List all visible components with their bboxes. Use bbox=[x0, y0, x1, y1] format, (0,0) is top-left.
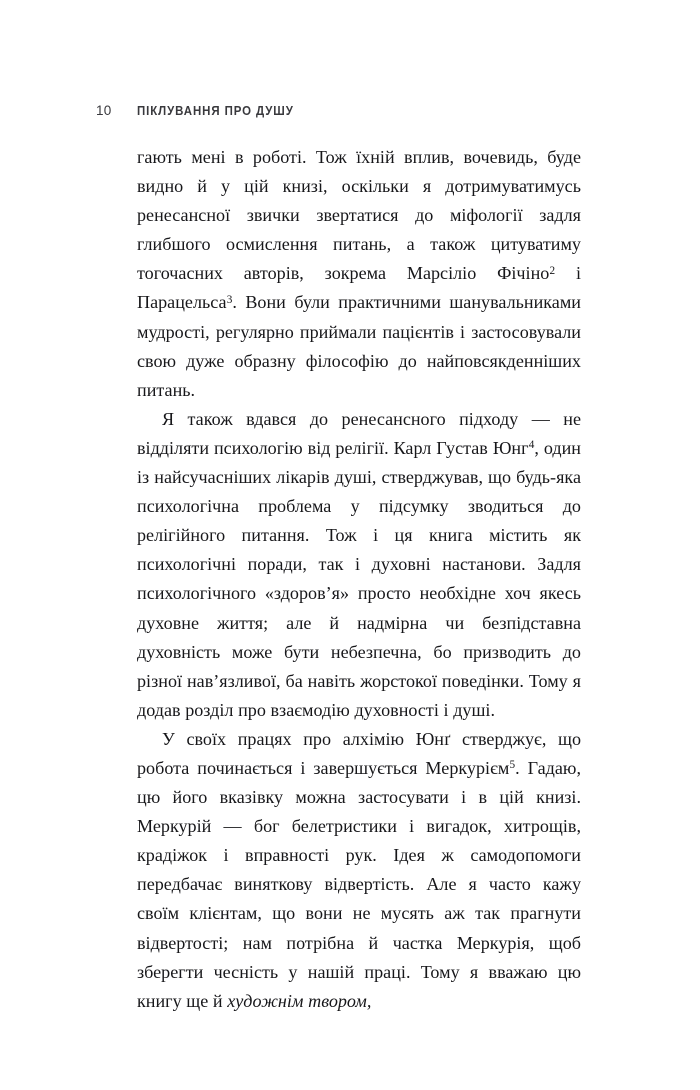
paragraph-1 bbox=[137, 143, 581, 405]
paragraph-3-segment-a: У своїх працях про алхімію Юнґ стверджує, що робота починається і завершується Меркурієм bbox=[137, 728, 581, 778]
body-text-block bbox=[137, 143, 581, 1016]
footnote-marker-3[interactable]: 3 bbox=[226, 293, 233, 306]
footnote-marker-5[interactable]: 5 bbox=[509, 759, 516, 772]
paragraph-1-segment-b: і Парацельса bbox=[137, 263, 582, 313]
paragraph-3-segment-b: . Гадаю, цю його вказівку можна застосувати і в цій книзі. Меркурій — бог белетристики і вигадок, хитрощів, крадіжок і вправності рук. Ідея ж самодопомоги передбачає виняткову відвертість. Але я часто кажу своїм клієнтам, що вони не мусять аж так прагнути відвертості; нам потрібна й частка Меркурія, щоб зберегти чесність у нашій праці. Тому я вважаю цю книгу ще й bbox=[137, 757, 581, 1011]
page-number: 10 bbox=[96, 103, 112, 118]
running-header bbox=[96, 103, 586, 121]
footnote-marker-2[interactable]: 2 bbox=[549, 264, 556, 277]
paragraph-1-segment-a: гають мені в роботі. Тож їхній вплив, вочевидь, буде видно й у цій книзі, оскільки я дотримуватимусь ренесансної звички звертатися до міфології задля глибшого осмислення питань, а також цитуватиму тогочасних авторів, зокрема Марсіліо Фічіно bbox=[137, 147, 581, 284]
running-header-title: ПІКЛУВАННЯ ПРО ДУШУ bbox=[137, 103, 294, 118]
paragraph-1-segment-c: . Вони були практичними шанувальниками мудрості, регулярно приймали пацієнтів і застосовували свою дуже образну філософію до найповсякденніших питань. bbox=[137, 292, 581, 400]
paragraph-3-italic-phrase: художнім твором, bbox=[227, 990, 372, 1011]
paragraph-2 bbox=[137, 405, 581, 725]
paragraph-2-segment-a: Я також вдався до ренесансного підходу — не відділяти психологію від релігії. Карл Густав Юнг bbox=[137, 408, 581, 458]
footnote-marker-4[interactable]: 4 bbox=[528, 439, 535, 452]
paragraph-2-segment-b: , один із найсучасніших лікарів душі, стверджував, що будь-яка психологічна проблема у підсумку зводиться до релігійного питання. Тож і ця книга містить як психологічні поради, так і духовні настанови. Задля психологічного «здоров’я» просто необхідне хоч якесь духовне життя; але й надмірна чи безпідставна духовність може бути небезпечна, бо призводить до різної нав’язливої, ба навіть жорстокої поведінки. Тому я додав розділ про взаємодію духовності і душі. bbox=[137, 437, 581, 720]
paragraph-3 bbox=[137, 725, 581, 1016]
